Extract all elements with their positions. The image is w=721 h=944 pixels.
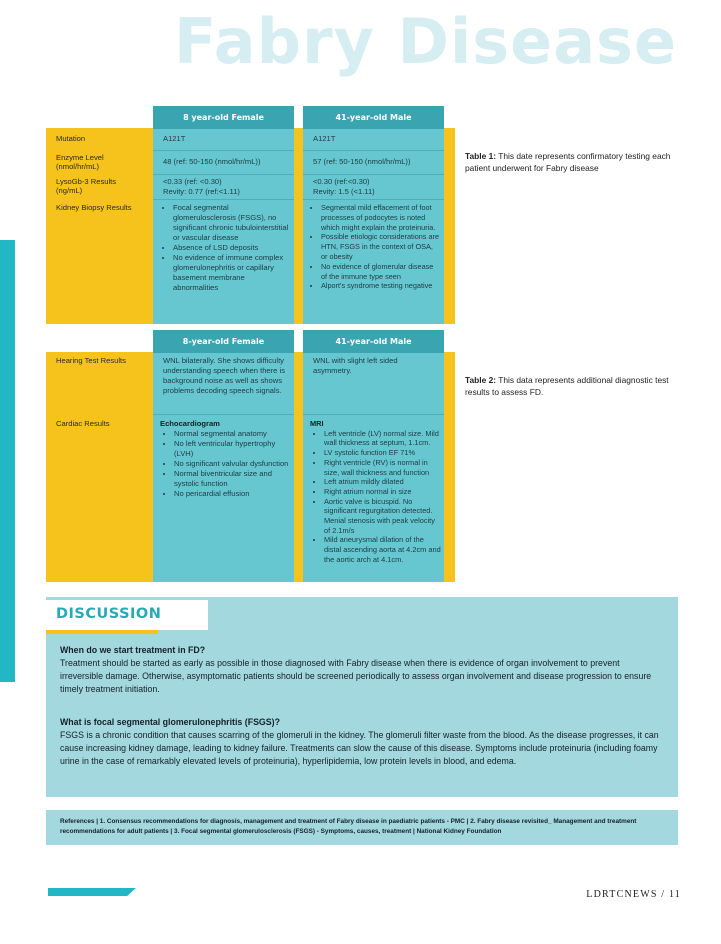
list-item: • No significant valvular dysfunction [174, 459, 291, 469]
answer-text: Treatment should be started as early as possible in those diagnosed with Fabry disease when there is evidence of organ involvement to prevent irreversible damage. Otherwise, asymptomatic patients should be screened periodically to assess organ involvement and disease progression to ensure timely treatment initiation. [60, 658, 652, 694]
row-label-cardiac: Cardiac Results [56, 419, 110, 428]
cardiac-female-heading: Echocardiogram [160, 419, 220, 428]
table-2-header-male: 41-year-old Male [303, 330, 444, 353]
row-label-enzyme: Enzyme Level (nmol/hr/mL) [56, 153, 104, 171]
cell-biopsy-male [307, 203, 441, 291]
list-item: • Focal segmental glomerulosclerosis (FSGS), no significant chronic tubulointerstitial or vascular disease [173, 203, 290, 243]
row-divider [153, 150, 294, 151]
list-item: • Normal segmental anatomy [174, 429, 291, 439]
list-item: • Aortic valve is bicuspid. No significant regurgitation detected. Menial stenosis with peak velocity of 2.1m/s [324, 497, 441, 536]
table-2-caption [465, 374, 690, 398]
cell-lysogb3-male [313, 177, 441, 197]
lysogb3-female-line: Revity: 0.77 (ref:<1.11) [163, 187, 240, 196]
cell-cardiac-male [310, 419, 441, 565]
list-item: • No pericardial effusion [174, 489, 291, 499]
list-item: • Segmental mild effacement of foot processes of podocytes is noted which might explain the proteinuria. [321, 203, 441, 232]
list-item: • Mild aneurysmal dilation of the distal ascending aorta at 4.2cm and the aortic arch at 4.1cm. [324, 535, 441, 564]
list-item: • No evidence of immune complex glomerulonephritis or capillary basement membrane abnormalities [173, 253, 290, 293]
side-accent-bar [0, 240, 15, 682]
cardiac-male-heading: MRI [310, 419, 324, 428]
row-label-kidney-biopsy: Kidney Biopsy Results [56, 203, 132, 212]
cell-enzyme-male: 57 (ref: 50-150 (nmol/hr/mL)) [313, 157, 411, 166]
cell-hearing-female: WNL bilaterally. She shows difficulty understanding speech when there is background noise as well as shows problems decoding speech signals. [163, 356, 286, 395]
row-label-mutation: Mutation [56, 134, 86, 143]
table-2-header-female: 8-year-old Female [153, 330, 294, 353]
question-heading: What is focal segmental glomerulonephritis (FSGS)? [60, 717, 280, 727]
lysogb3-male-line: Revity: 1.5 (<1.11) [313, 187, 375, 196]
row-divider [303, 174, 444, 175]
lysogb3-male-line: <0.30 (ref:<0.30) [313, 177, 370, 186]
table-1-header-male: 41-year-old Male [303, 106, 444, 129]
list-item: • No evidence of glomerular disease of the immune type seen [321, 262, 441, 282]
list-item: • Right atrium normal in size [324, 487, 441, 497]
question-heading: When do we start treatment in FD? [60, 645, 206, 655]
row-divider [153, 414, 294, 415]
list-item: • No left ventricular hypertrophy (LVH) [174, 439, 291, 459]
cell-cardiac-female [160, 419, 291, 499]
caption-label: Table 2: [465, 375, 497, 385]
row-label-hearing: Hearing Test Results [56, 356, 126, 365]
cell-biopsy-female [159, 203, 290, 293]
caption-text: This data represents additional diagnostic test results to assess FD. [465, 375, 669, 397]
caption-text: This date represents confirmatory testing each patient underwent for Fabry disease [465, 151, 671, 173]
discussion-q2 [60, 716, 660, 768]
row-label-lysogb3: LysoGb-3 Results (ng/mL) [56, 177, 117, 195]
cell-enzyme-female: 48 (ref: 50-150 (nmol/hr/mL)) [163, 157, 261, 166]
footer-accent-bar [48, 888, 136, 896]
row-divider [153, 199, 294, 200]
table-1-caption [465, 150, 690, 174]
table-1-header-female: 8 year-old Female [153, 106, 294, 129]
discussion-title: DISCUSSION [56, 606, 162, 622]
discussion-q1 [60, 644, 660, 696]
references-text: References | 1. Consensus recommendations for diagnosis, management and treatment of Fabry disease in paediatric patients - PMC | 2. Fabry disease revisited_ Management and treatment recommendations for adult patients | 3. Focal segmental glomerulosclerosis (FSGS) - Symptoms, causes, treatment | National Kidney Foundation [60, 818, 637, 835]
list-item: • Absence of LSD deposits [173, 243, 290, 253]
list-item: • Normal biventricular size and systolic function [174, 469, 291, 489]
cell-mutation-male: A121T [313, 134, 336, 143]
footer-page-number: LDRTCNEWS / 11 [586, 889, 681, 900]
answer-text: FSGS is a chronic condition that causes scarring of the glomeruli in the kidney. The glomeruli filter waste from the blood. As the disease progresses, it can cause increasing kidney damage, leading to kidney failure. Treatments can slow the cause of this disease. Symptoms include proteinuria (including foamy urine in the case of remarkably elevated levels of proteinuria), hyperlipidemia, low protein levels in blood, and edema. [60, 730, 659, 766]
discussion-rule [46, 630, 158, 634]
list-item: • Possible etiologic considerations are HTN, FSGS in the context of OSA, or obesity [321, 232, 441, 261]
page-title: Fabry Disease [174, 5, 677, 78]
row-divider [153, 174, 294, 175]
row-divider [303, 414, 444, 415]
cell-mutation-female: A121T [163, 134, 186, 143]
list-item: • LV systolic function EF 71% [324, 448, 441, 458]
list-item: • Right ventricle (RV) is normal in size, wall thickness and function [324, 458, 441, 477]
row-divider [303, 199, 444, 200]
row-divider [303, 150, 444, 151]
caption-label: Table 1: [465, 151, 497, 161]
list-item: • Left ventricle (LV) normal size. Mild wall thickness at septum, 1.1cm. [324, 429, 441, 448]
list-item: • Alport's syndrome testing negative [321, 281, 441, 291]
list-item: • Left atrium mildly dilated [324, 477, 441, 487]
cell-hearing-male: WNL with slight left sided asymmetry. [313, 356, 398, 375]
cell-lysogb3-female [163, 177, 291, 197]
lysogb3-female-line: <0.33 (ref: <0.30) [163, 177, 222, 186]
